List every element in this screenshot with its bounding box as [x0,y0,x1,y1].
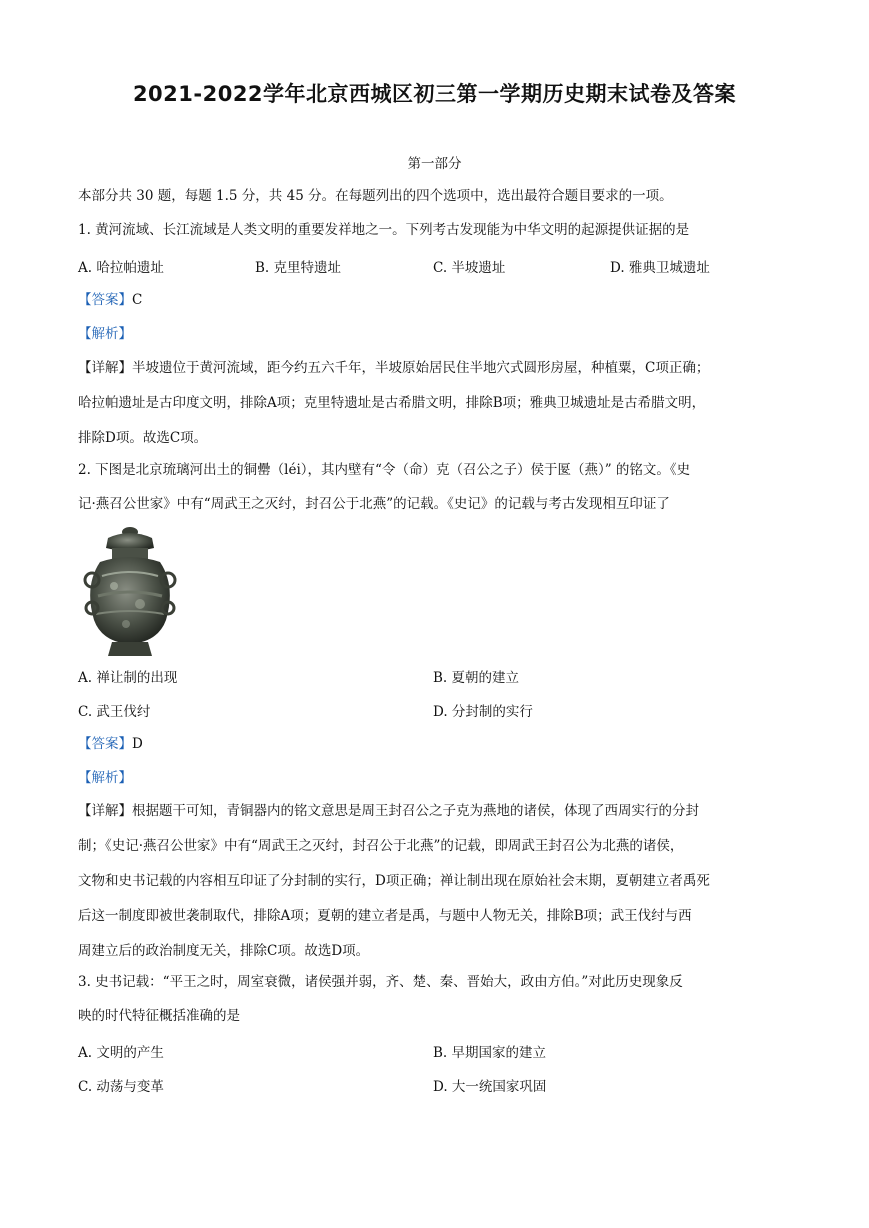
q2-answer [78,734,143,754]
q3-option-d: D. 大一统国家巩固 [433,1079,547,1095]
detail-tag: 【详解】 [78,803,132,819]
q1-option-c: C. 半坡遗址 [433,260,506,276]
q1-option-d: D. 雅典卫城遗址 [610,260,710,276]
question-1-stem: 1. 黄河流域、长江流域是人类文明的重要发祥地之一。下列考古发现能为中华文明的起源提供证据的是 [78,222,690,238]
question-2-stem-line: 记·燕召公世家》中有“周武王之灭纣，封召公于北燕”的记载。《史记》的记载与考古发现相互印证了 [78,496,670,512]
q1-detail [78,351,792,456]
q2-analysis-tag: 【解析】 [78,770,132,786]
q2-option-b: B. 夏朝的建立 [433,670,520,686]
q3-option-c: C. 动荡与变革 [78,1079,164,1095]
bronze-lei-vessel-image [78,524,182,658]
q2-option-d: D. 分封制的实行 [433,704,533,720]
q1-analysis-tag: 【解析】 [78,326,132,342]
question-3-stem-line: 3. 史书记载：“平王之时，周室衰微，诸侯强并弱，齐、楚、秦、晋始大，政由方伯。”对此历史现象反 [78,974,683,990]
q2-detail-line: 制；《史记·燕召公世家》中有“周武王之灭纣，封召公于北燕”的记载，即周武王封召公为北燕的诸侯， [78,838,684,854]
q1-option-a: A. 哈拉帕遗址 [78,260,164,276]
q2-option-a: A. 禅让制的出现 [78,670,178,686]
q1-answer [78,290,142,310]
q1-answer-value: C [132,292,143,308]
document-title: 2021-2022学年北京西城区初三第一学期历史期末试卷及答案 [132,82,737,106]
q2-option-c: C. 武王伐纣 [78,704,151,720]
q1-detail-line: 【详解】半坡遗位于黄河流域，距今约五六千年，半坡原始居民住半地穴式圆形房屋，种植粟，C项正确； [78,360,710,376]
q3-option-a: A. 文明的产生 [78,1045,164,1061]
q1-detail-line: 哈拉帕遗址是古印度文明，排除A项；克里特遗址是古希腊文明，排除B项；雅典卫城遗址是古希腊文明， [78,395,706,411]
q2-detail-line: 【详解】根据题干可知，青铜器内的铭文意思是周王封召公之子克为燕地的诸侯，体现了西周实行的分封 [78,803,699,819]
question-3-stem-line: 映的时代特征概括准确的是 [78,1008,240,1024]
instructions: 本部分共 30 题，每题 1.5 分，共 45 分。在每题列出的四个选项中，选出最符合题目要求的一项。 [78,188,673,204]
q2-detail [78,794,792,969]
answer-tag: 【答案】 [78,292,132,308]
q2-detail-line: 周建立后的政治制度无关，排除C项。故选D项。 [78,943,370,959]
answer-tag: 【答案】 [78,736,132,752]
q2-answer-value: D [132,736,143,752]
part-title: 第一部分 [407,156,462,172]
q1-option-b: B. 克里特遗址 [255,260,342,276]
q2-detail-line: 后这一制度即被世袭制取代，排除A项；夏朝的建立者是禹，与题中人物无关，排除B项；武王伐纣与西 [78,908,692,924]
q2-detail-line: 文物和史书记载的内容相互印证了分封制的实行，D项正确；禅让制出现在原始社会末期，夏朝建立者禹死 [78,873,710,889]
detail-tag: 【详解】 [78,360,132,376]
question-2-stem-line: 2. 下图是北京琉璃河出土的铜罍（léi），其内壁有“令（命）克（召公之子）侯于匽（燕）” 的铭文。《史 [78,462,691,478]
q1-detail-line: 排除D项。故选C项。 [78,430,208,446]
q3-option-b: B. 早期国家的建立 [433,1045,547,1061]
